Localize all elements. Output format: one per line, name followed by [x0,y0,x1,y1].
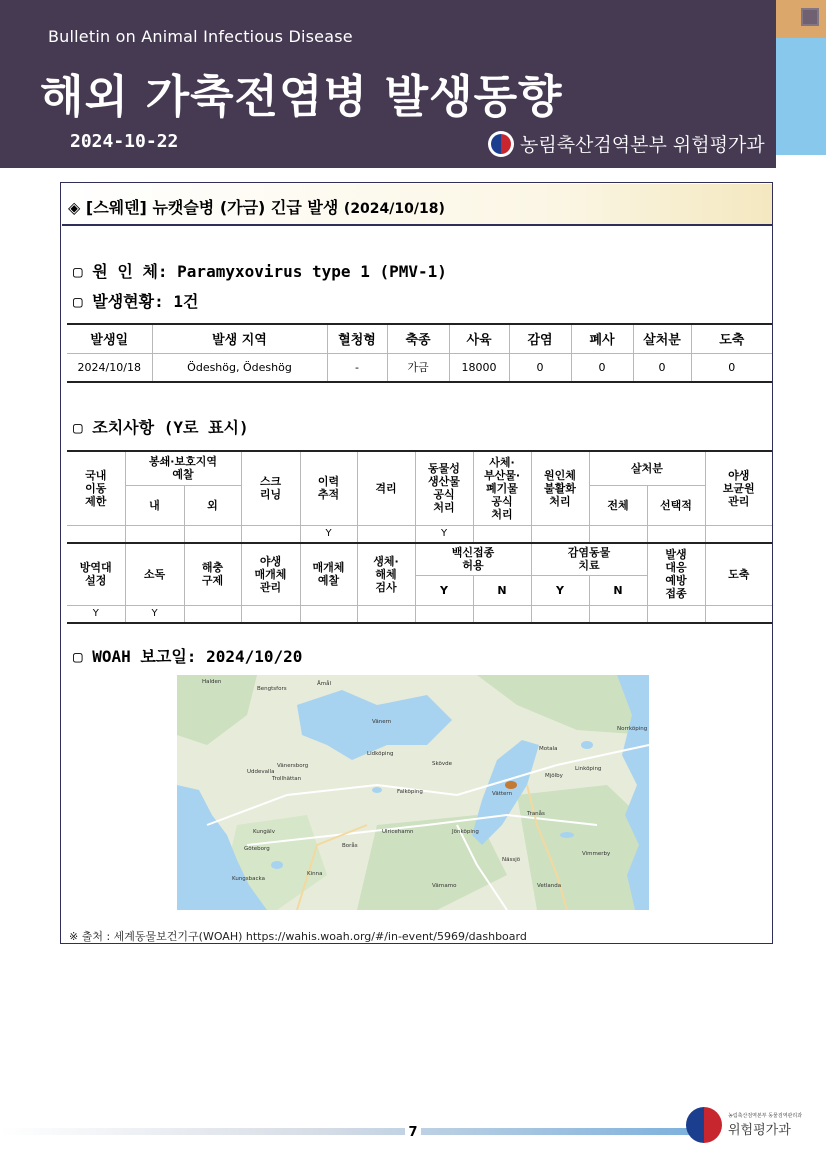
h-zone: 봉쇄·보호지역 예찰 [125,451,241,485]
map-label: Kungsbacka [232,876,266,882]
col-header: 축종 [387,324,449,353]
col-header: 혈청형 [327,324,387,353]
woah-report-date: ▢ WOAH 보고일: 2024/10/20 [73,647,303,666]
table-cell: 가금 [387,353,449,382]
table-cell [300,605,357,623]
map-label: Uddevalla [247,769,275,775]
table-cell [241,525,300,543]
h-slaughter: 도축 [705,543,772,605]
table-cell: 0 [691,353,772,382]
map-label: Vänern [372,719,392,725]
map-label: Åmål [317,681,332,687]
map-label: Göteborg [244,846,270,852]
table-cell: Y [125,605,184,623]
table-cell [705,525,772,543]
table-cell [125,525,184,543]
map-label: Bengtsfors [257,686,287,692]
outbreak-table-header [67,324,772,353]
map-label: Halden [202,679,222,685]
h-cull-sel: 선택적 [647,485,705,525]
table-cell [647,525,705,543]
h-cull-all: 전체 [589,485,647,525]
map-label: Trollhättan [272,776,302,782]
map-label: Falköping [397,789,423,795]
table-cell [241,605,300,623]
page-number: 7 [405,1125,421,1143]
h-treat-n: N [589,575,647,605]
taeguk-icon [686,1107,722,1143]
section-title-date: (2024/10/18) [343,201,445,217]
map-label: Nässjö [502,857,521,863]
section-title [68,195,445,218]
h-products: 동물성 생산물 공식 처리 [415,451,473,525]
footer-logo [686,1107,802,1143]
section-title-text: ◈ [스웨덴] 뉴캣슬병 (가금) 긴급 발생 [68,198,339,217]
table-cell [184,525,241,543]
h-cull: 살처분 [589,451,705,485]
table-cell [473,525,531,543]
h-domestic: 국내 이동 제한 [67,451,125,525]
table-cell [415,605,473,623]
h-quarantine: 격리 [357,451,415,525]
content-frame [60,182,773,944]
map-label: Vetlanda [537,883,562,889]
map-label: Linköping [575,766,602,772]
footer-line [0,1128,700,1135]
map-label: Värnamo [432,883,457,889]
table-row [67,605,772,623]
col-header: 발생 지역 [152,324,327,353]
h-inactivate: 원인체 불활화 처리 [531,451,589,525]
h-vaccine: 백신접종 허용 [415,543,531,575]
table-cell: Y [415,525,473,543]
h-pest: 해충 구제 [184,543,241,605]
col-header: 도축 [691,324,772,353]
outbreak-marker [505,781,517,789]
header-accent-blue [776,38,826,155]
h-wild-vector: 야생 매개체 관리 [241,543,300,605]
h-treat: 감염동물 치료 [531,543,647,575]
map-label: Motala [539,746,558,752]
map-label: Skövde [432,761,452,767]
table-cell: Ödeshög, Ödeshög [152,353,327,382]
table-cell [357,605,415,623]
table-cell [357,525,415,543]
table-cell [589,525,647,543]
col-header: 사육 [449,324,509,353]
table-cell: - [327,353,387,382]
map-label: Kungälv [253,829,275,835]
page-title: 해외 가축전염병 발생동향 [40,70,563,123]
h-zone-in: 내 [125,485,184,525]
footer-org-big: 위험평가과 [728,1123,791,1138]
map-label: Vättern [492,791,513,797]
table-cell: Y [300,525,357,543]
measures-heading: ▢ 조치사항 (Y로 표시) [73,418,249,437]
publish-date: 2024-10-22 [70,131,179,152]
map-label: Mjölby [545,773,563,779]
outbreak-table [67,323,772,383]
table-cell [647,605,705,623]
map-label: Tranås [527,811,545,817]
h-prevent: 발생 대응 예방 접종 [647,543,705,605]
table-cell: 0 [509,353,571,382]
taeguk-icon [488,131,514,157]
measures-table [67,450,772,624]
table-cell: Y [67,605,125,623]
table-cell [589,605,647,623]
table-cell: 2024/10/18 [67,353,152,382]
header-accent-square [801,8,819,26]
bulletin-label: Bulletin on Animal Infectious Disease [48,27,353,46]
h-disinfect: 소독 [125,543,184,605]
h-trace: 이력 추적 [300,451,357,525]
h-vaccine-y: Y [415,575,473,605]
map-label: Jönköping [452,829,479,835]
outbreak-status: ▢ 발생현황: 1건 [73,292,199,311]
source-note: ※ 출처 : 세계동물보건기구(WOAH) https://wahis.woah.org/#/in-event/5969/dashboard [69,930,527,943]
h-vector: 매개체 예찰 [300,543,357,605]
map-label: Kinna [307,871,323,877]
table-cell [531,605,589,623]
org-name: 농림축산검역본부 위험평가과 [520,134,765,156]
table-row [67,525,772,543]
col-header: 감염 [509,324,571,353]
table-cell [184,605,241,623]
table-cell: 18000 [449,353,509,382]
org-logo [488,130,765,157]
causative-agent: ▢ 원 인 체: Paramyxovirus type 1 (PMV-1) [73,262,447,281]
map-label: Borås [342,843,358,849]
table-cell [705,605,772,623]
h-sample: 생체· 해체 검사 [357,543,415,605]
map-label: Vimmerby [582,851,611,857]
h-treat-y: Y [531,575,589,605]
table-cell [531,525,589,543]
table-cell [473,605,531,623]
col-header: 발생일 [67,324,152,353]
footer-org-small: 농림축산검역본부 동물검역관리과 [728,1113,803,1119]
table-cell: 0 [633,353,691,382]
map-label: Vänersborg [277,763,309,769]
section-header [62,184,772,226]
table-row [67,353,772,382]
h-vaccine-n: N [473,575,531,605]
map-svg [177,675,649,910]
table-cell [67,525,125,543]
map-label: Ulricehamn [382,829,414,835]
h-zoning: 방역대 설정 [67,543,125,605]
map-label: Norrköping [617,726,648,732]
h-wild: 야생 보균원 관리 [705,451,772,525]
col-header: 폐사 [571,324,633,353]
table-cell: 0 [571,353,633,382]
outbreak-map [177,675,649,910]
map-label: Lidköping [367,751,394,757]
h-zone-out: 외 [184,485,241,525]
h-carcass: 사체· 부산물· 폐기물 공식 처리 [473,451,531,525]
h-screen: 스크 리닝 [241,451,300,525]
col-header: 살처분 [633,324,691,353]
